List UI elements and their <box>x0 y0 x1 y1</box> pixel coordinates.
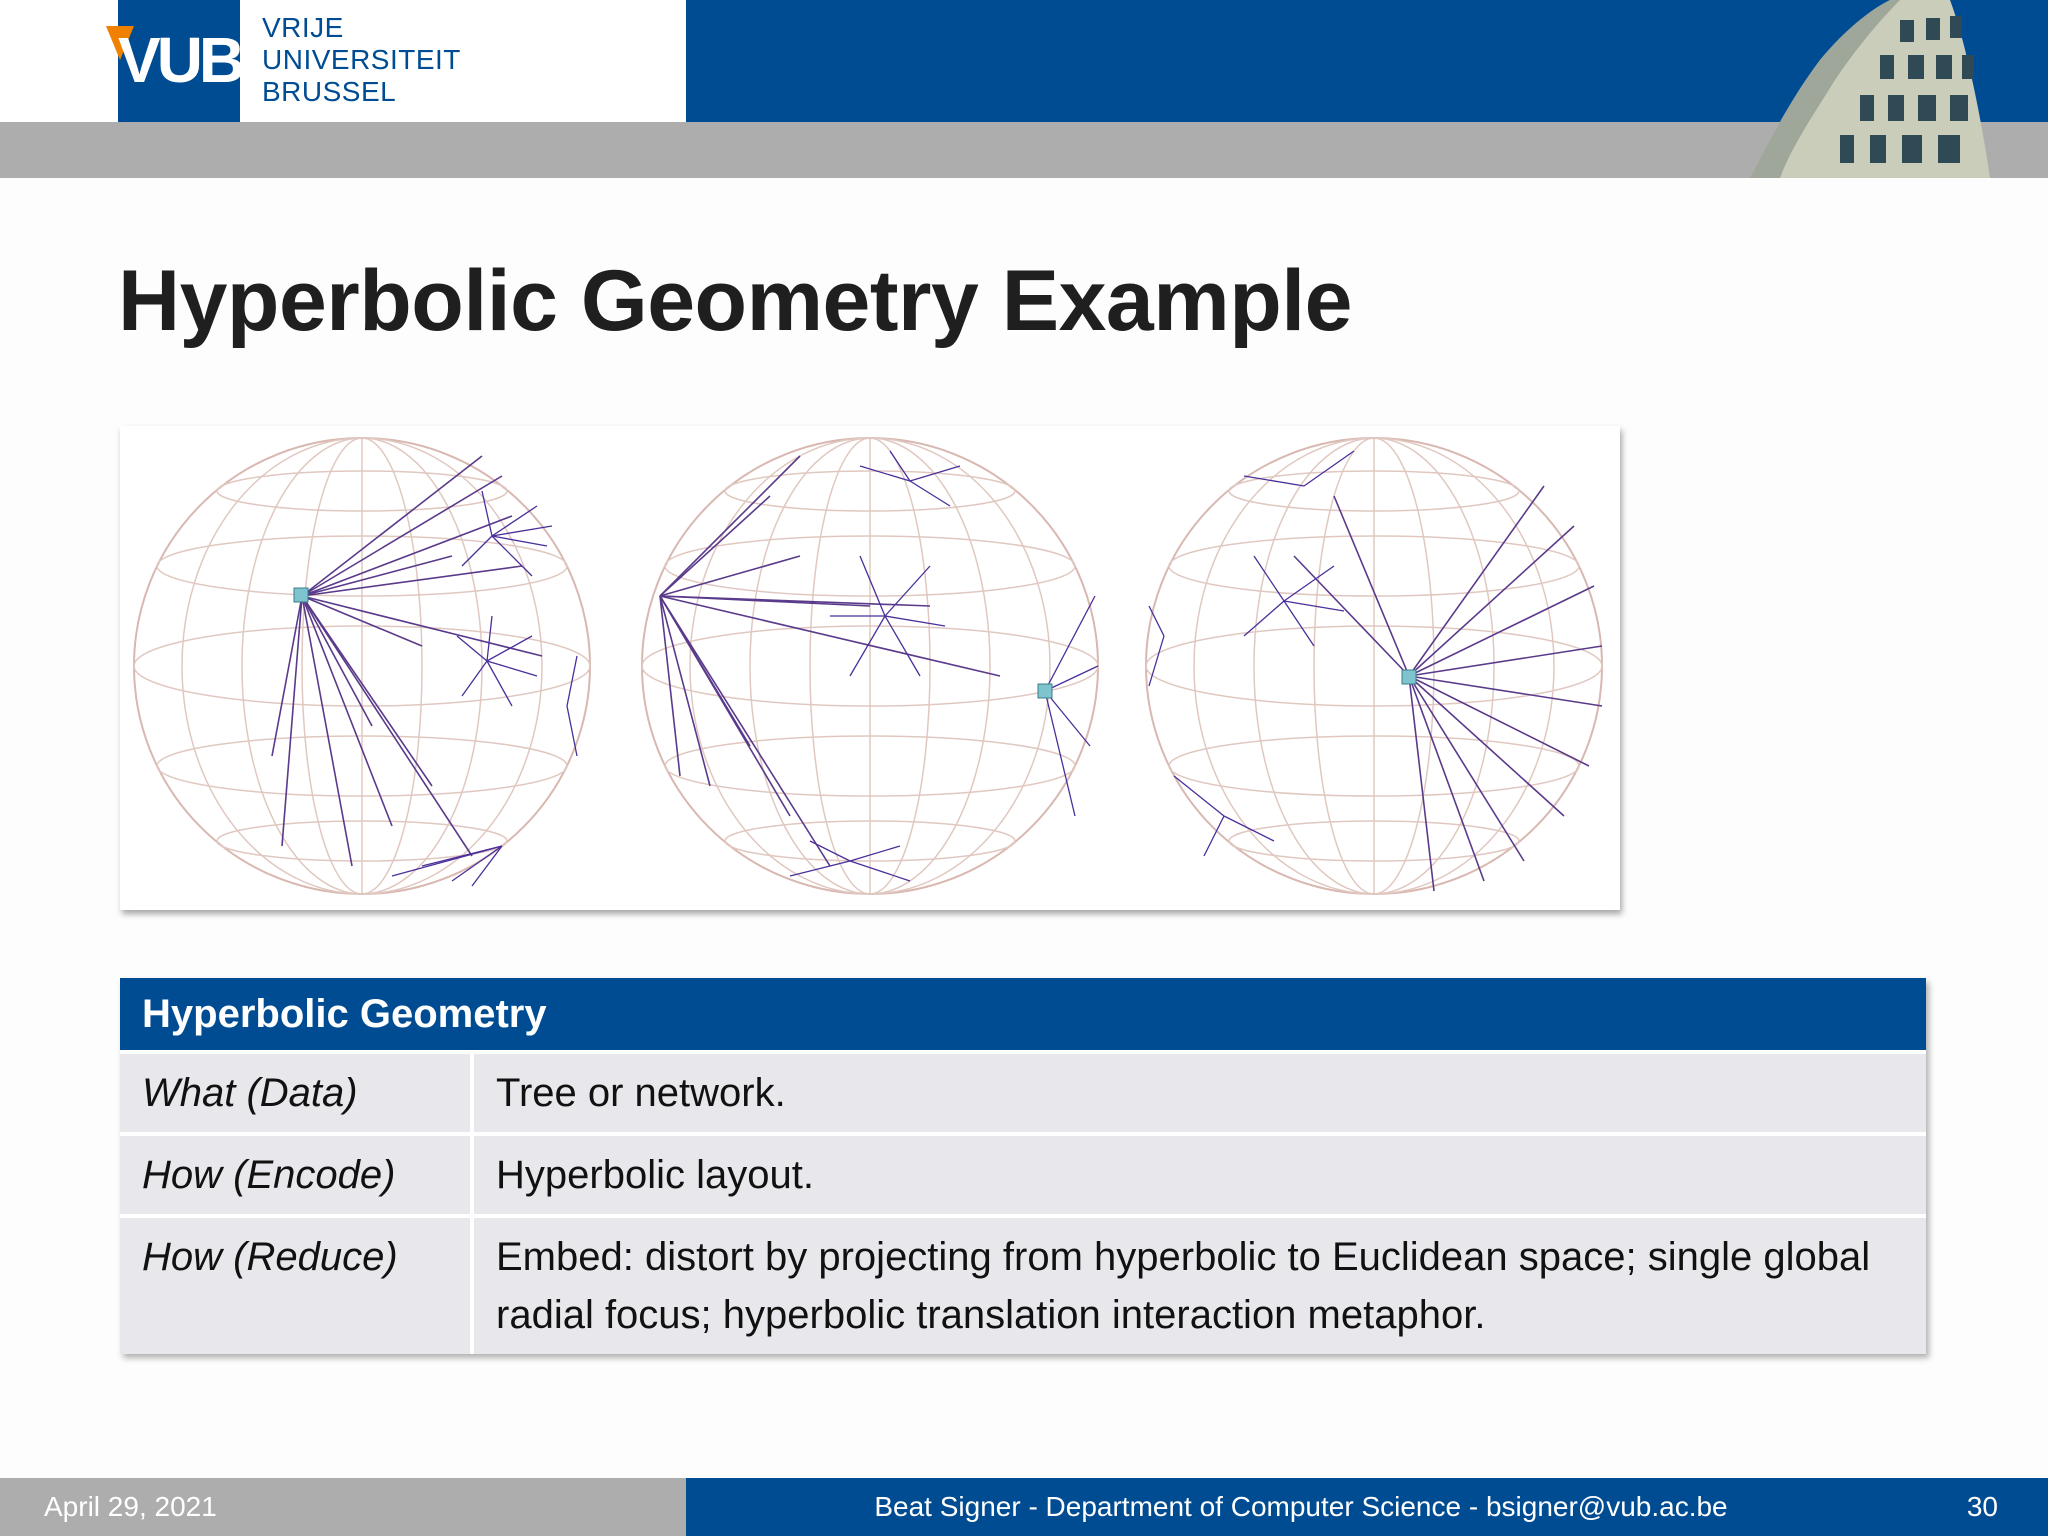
page-number: 30 <box>1966 1491 1998 1522</box>
header-gray-band <box>0 122 2048 178</box>
row-value: Hyperbolic layout. <box>472 1134 1926 1216</box>
table-header: Hyperbolic Geometry <box>120 978 1926 1052</box>
building-photo <box>1750 0 1990 178</box>
university-name-line-2: UNIVERSITEIT <box>262 44 461 75</box>
row-key: How (Reduce) <box>120 1216 472 1354</box>
sphere-3 <box>1146 438 1602 894</box>
row-key: How (Encode) <box>120 1134 472 1216</box>
hyperbolic-tree-figure <box>120 426 1620 910</box>
university-name <box>262 12 461 108</box>
footer-author: Beat Signer - Department of Computer Science - bsigner@vub.ac.be <box>874 1491 1728 1522</box>
university-name-line-1: VRIJE <box>262 12 344 43</box>
footer-date: April 29, 2021 <box>44 1491 217 1522</box>
hyperbolic-spheres-image <box>120 426 1620 910</box>
table-row <box>120 1134 1926 1216</box>
university-name-line-3: BRUSSEL <box>262 76 397 107</box>
sphere-1 <box>134 438 590 894</box>
row-value: Tree or network. <box>472 1052 1926 1134</box>
table-row <box>120 1216 1926 1354</box>
table-row <box>120 1052 1926 1134</box>
row-value: Embed: distort by projecting from hyperbolic to Euclidean space; single global radial focus; hyperbolic translation interaction metaphor. <box>472 1216 1926 1354</box>
properties-table <box>120 978 1926 1354</box>
slide-title: Hyperbolic Geometry Example <box>118 253 1352 349</box>
sphere-2 <box>642 438 1098 894</box>
logo-wordmark: VUB <box>118 24 242 96</box>
row-key: What (Data) <box>120 1052 472 1134</box>
